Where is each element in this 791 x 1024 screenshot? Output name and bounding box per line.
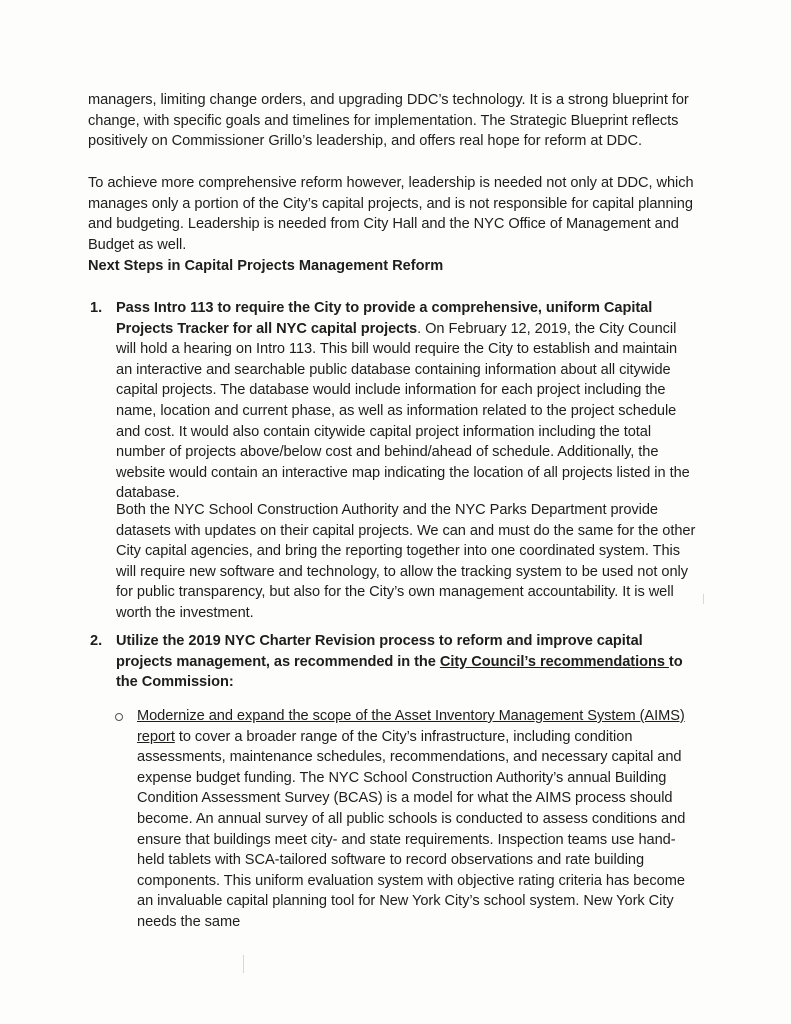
intro-paragraph: managers, limiting change orders, and upgrading DDC’s technology. It is a strong blueprint for change, with specific goals and timelines for implementation. The Strategic Blueprint reflects positively on Commissioner Grillo’s leadership, and offers real hope for reform at DDC.	[88, 92, 689, 150]
list-item-2-lead: Utilize the 2019 NYC Charter Revision process to reform and improve capital projects management, as recommended in the	[116, 633, 643, 670]
sub-bullet-text: to cover a broader range of the City’s infrastructure, including condition assessments, maintenance schedules, recommendations, and necessary capital and expense budget funding. The NYC School Construction Authority’s annual Building Condition Assessment Survey (BCAS) is a model for what the AIMS process should become. An annual survey of all public schools is conducted to assess conditions and ensure that buildings meet city- and state requirements. Inspection teams use hand-held tablets with SCA-tailored software to record observations and rate building components. This uniform evaluation system with objective rating criteria has become an invaluable capital planning tool for New York City’s school system. New York City needs the same	[137, 728, 686, 930]
list-number-2: 2.	[90, 633, 103, 649]
list-number-1: 1.	[90, 300, 103, 316]
scan-artifact	[703, 594, 704, 604]
list-item-1-lead: Pass Intro 113 to require the City to provide a comprehensive, uniform Capital Projects Tracker for all NYC capital projects	[116, 300, 653, 337]
list-item-1-paragraph-2: Both the NYC School Construction Authority and the NYC Parks Department provide datasets with updates on their capital projects. We can and must do the same for the other City capital agencies, and bring the reporting together into one coordinated system. This will require new software and technology, to allow the tracking system to be used not only for public transparency, but also for the City’s own management accountability. It is well worth the investment.	[116, 502, 696, 621]
list-item-2-tail: to the Commission:	[116, 653, 683, 691]
city-council-recommendations-link[interactable]: City Council’s recommendations	[439, 653, 669, 670]
section-heading: Next Steps in Capital Projects Management Reform	[88, 258, 444, 274]
reform-paragraph: To achieve more comprehensive reform however, leadership is needed not only at DDC, which manages only a portion of the City’s capital projects, and is not responsible for capital planning and budgeting. Leadership is needed from City Hall and the NYC Office of Management and Budget as well.	[88, 175, 694, 253]
list-item-1	[116, 298, 696, 504]
list-item-2	[116, 631, 696, 693]
hollow-bullet-icon	[115, 713, 123, 721]
list-item-1-text: . On February 12, 2019, the City Council will hold a hearing on Intro 113. This bill would require the City to establish and maintain an interactive and searchable public database containing information about all citywide capital projects. The database would include information for each project including the name, location and current phase, as well as information related to the project schedule and cost. It would also contain citywide capital project information including the total number of projects above/below cost and behind/ahead of schedule. Additionally, the website would contain an interactive map indicating the location of all projects listed in the database.	[116, 320, 690, 502]
scan-artifact	[243, 955, 244, 973]
sub-bullet-aims	[137, 706, 697, 933]
aims-report-link[interactable]: Modernize and expand the scope of the Asset Inventory Management System (AIMS) report	[137, 708, 685, 745]
